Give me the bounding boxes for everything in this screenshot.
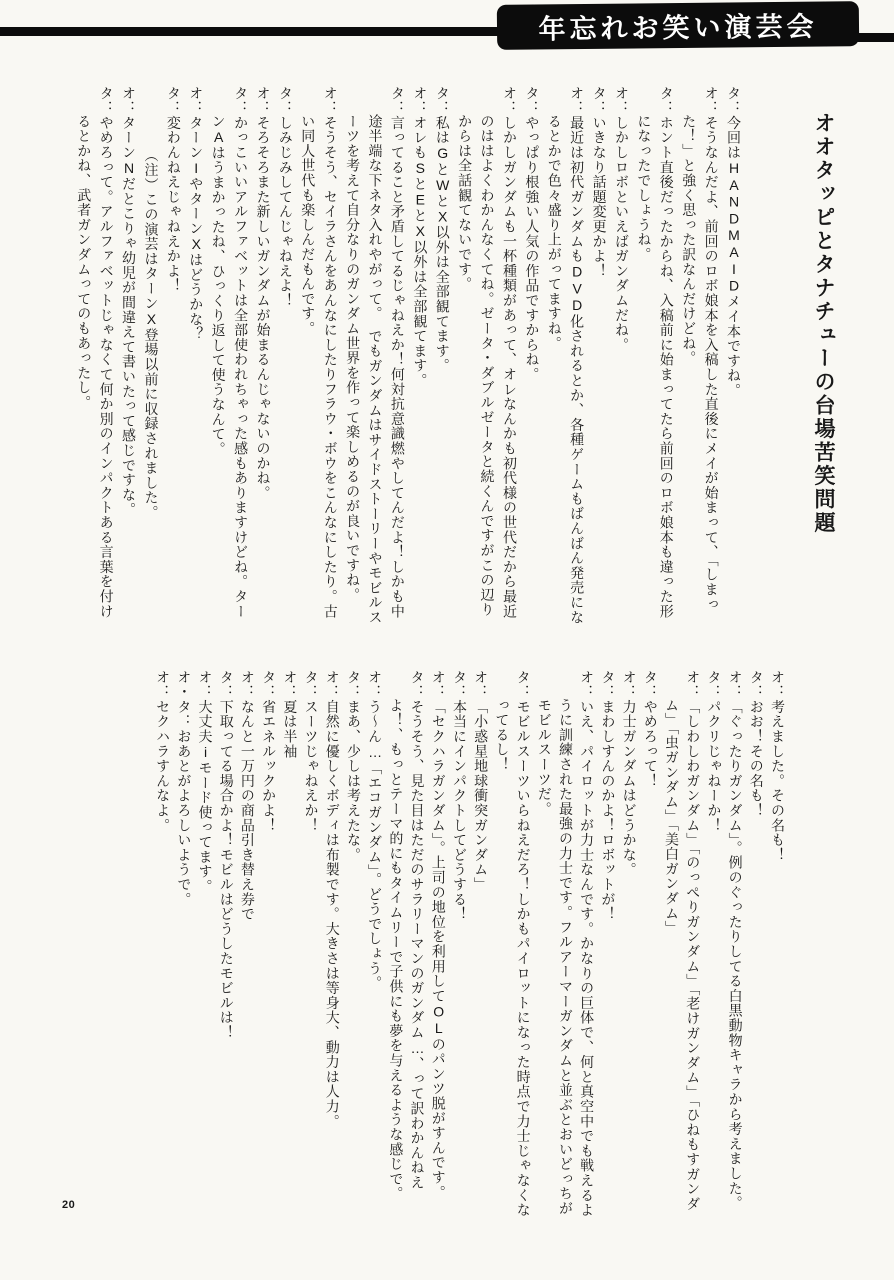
dialogue-line: オ：大丈夫iモード使ってます。: [197, 670, 214, 894]
dialogue-line: タ：おお！その名も！: [748, 670, 765, 818]
article-title: オオタッピとタナチューの台場苦笑問題: [812, 112, 835, 535]
dialogue-line: オ：夏は半袖: [282, 670, 299, 759]
dialogue-line: オ：そろそろまた新しいガンダムが始まるんじゃないのかね。: [255, 86, 272, 501]
dialogue-line: オ：しかしガンダムも一杯種類があって、オレなんかも初代様の世代だから最近のははよくわかんなくてね。ゼータ・ダブルゼータと続くんですがこの辺りからは全話観てないです。: [457, 86, 518, 619]
dialogue-line: タ：今回はHANDMAIDメイ本ですね。: [726, 86, 742, 398]
dialogue-line: タ：モビルスーツいらねえだろ！しかもパイロットになった時点で力士じゃなくなってるし！: [494, 670, 532, 1218]
dialogue-line: オ：しかしロボといえばガンダムだね。: [613, 86, 630, 353]
dialogue-line: オ：「ぐったりガンダム」。例のぐったりしてる白黒動物キャラから考えました。: [727, 670, 744, 1211]
dialogue-line: タ：やっぱり根強い人気の作品ですからね。: [524, 86, 541, 382]
dialogue-line: タ：私はGとWとX以外は全部観てます。: [434, 86, 451, 374]
dialogue-line: オ：オレもSとEとX以外は全部観てます。: [412, 86, 429, 388]
dialogue-line: オ：なんと一万円の商品引き替え券で: [239, 670, 256, 922]
dialogue-line: オ：そうなんだよ、前回のロボ娘本を入稿した直後にメイが始まって、「しまった！」と強く思った訳なんだけどね。: [681, 86, 720, 612]
dialogue-line: タ：本当にインパクトしてどうする！: [451, 670, 468, 922]
dialogue-line: オ・タ：おあとがよろしいようで。: [176, 670, 193, 907]
dialogue-line: オ：力士ガンダムはどうかな。: [621, 670, 638, 878]
dialogue-line: タ：やめろって！: [642, 670, 659, 789]
dialogue-line: オ：考えました。その名も！: [770, 670, 786, 863]
dialogue-line: オ：「しわしわガンダム」「のっぺりガンダム」「老けガンダム」「ひねもすガンダム」「虫ガンダム」「美白ガンダム」: [663, 670, 702, 1212]
dialogue-block-bottom: [56, 670, 788, 1218]
dialogue-line: タ：まあ、少しは考えたな。: [345, 670, 362, 863]
dialogue-line: タ：変わんねえじゃねえかよ！: [165, 86, 182, 294]
header-banner-title: 年忘れお笑い演芸会: [538, 11, 818, 45]
dialogue-line: オ：ターンIやターンXはどうかな？: [188, 86, 205, 342]
dialogue-line: オ：セクハラすんなよ。: [155, 670, 172, 833]
header-rule-left: [0, 27, 508, 36]
dialogue-line: オ：「小惑星地球衝突ガンダム」: [473, 670, 490, 892]
dialogue-line: タ：いきなり話題変更かよ！: [591, 86, 608, 279]
dialogue-line: オ：う～ん…「エコガンダム」。どうでしょう。: [367, 670, 384, 991]
dialogue-line: オ：ターンNだとこりゃ幼児が間違えて書いたって感じですな。: [121, 86, 138, 518]
header-banner: [497, 1, 859, 50]
dialogue-line: オ：いえ、パイロットが力士なんです。かなりの巨体で、何と真空中でも戦えるように訓練された最強の力士です。フルアーマーガンダムと並ぶとおいどっちがモビルスーツだ。: [536, 670, 596, 1218]
dialogue-line: タ：そうそう、見た目はただのサラリーマンのガンダム…、って訳わかんねえよ！、もっとテーマ的にもタイムリーで子供にも夢を与えるような感じで。: [388, 670, 426, 1202]
dialogue-line: タ：やめろって。アルファベットじゃなくて何か別のインパクトある言葉を付けるとかね、武者ガンダムってのもあったし。: [76, 86, 115, 619]
dialogue-line: タ：しみじみしてんじゃねえよ！: [277, 86, 294, 308]
dialogue-line: タ：ホント直後だったからね、入稿前に始まってたら前回のロボ娘本も違った形になったでしょうね。: [636, 86, 675, 619]
dialogue-block-top: [53, 86, 745, 626]
dialogue-line: タ：スーツじゃねえか！: [303, 670, 320, 833]
dialogue-line: タ：言ってること矛盾してるじゃねえか！何対抗意識燃やしてんだよ！しかも中途半端な下ネタ入れやがって。 でもガンダムはサイドストーリーやモビルスーツを考えて自分なりのガンダム世界を作って楽しめるのが良いですね。: [345, 86, 406, 625]
dialogue-line: タ：パクリじゃねーか！: [706, 670, 723, 833]
dialogue-line: オ：「セクハラガンダム」。上司の地位を利用してOLのパンツ脱がすんです。: [430, 670, 447, 1200]
dialogue-line: オ：そうそう、セイラさんをあんなにしたりフラウ・ボウをこんなにしたり。古い同人世代も楽しんだもんです。: [300, 86, 339, 619]
dialogue-line: タ：下取ってる場合かよ！モビルはどうしたモビルは！: [218, 670, 235, 1040]
dialogue-line: タ：まわしすんのかよ！ロボットが！: [600, 670, 617, 922]
dialogue-line: オ：自然に優しくボディは布製です。大きさは等身大、動力は人力。: [324, 670, 341, 1129]
dialogue-line: タ：かっこいいアルファベットは全部使われちゃった感もありますけどね。ターンAはうまかったね、ひっくり返して使うなんて。: [210, 86, 250, 619]
dialogue-line: タ：省エネルックかよ！: [261, 670, 278, 833]
dialogue-line: オ：最近は初代ガンダムもDVD化されるとか、各種ゲームもばんばん発売になるとかで色々盛り上がってますね。: [546, 86, 586, 625]
note-line: （注）この演芸はターンX登場以前に収録されました。: [143, 148, 160, 520]
page-number: 20: [62, 1199, 76, 1211]
